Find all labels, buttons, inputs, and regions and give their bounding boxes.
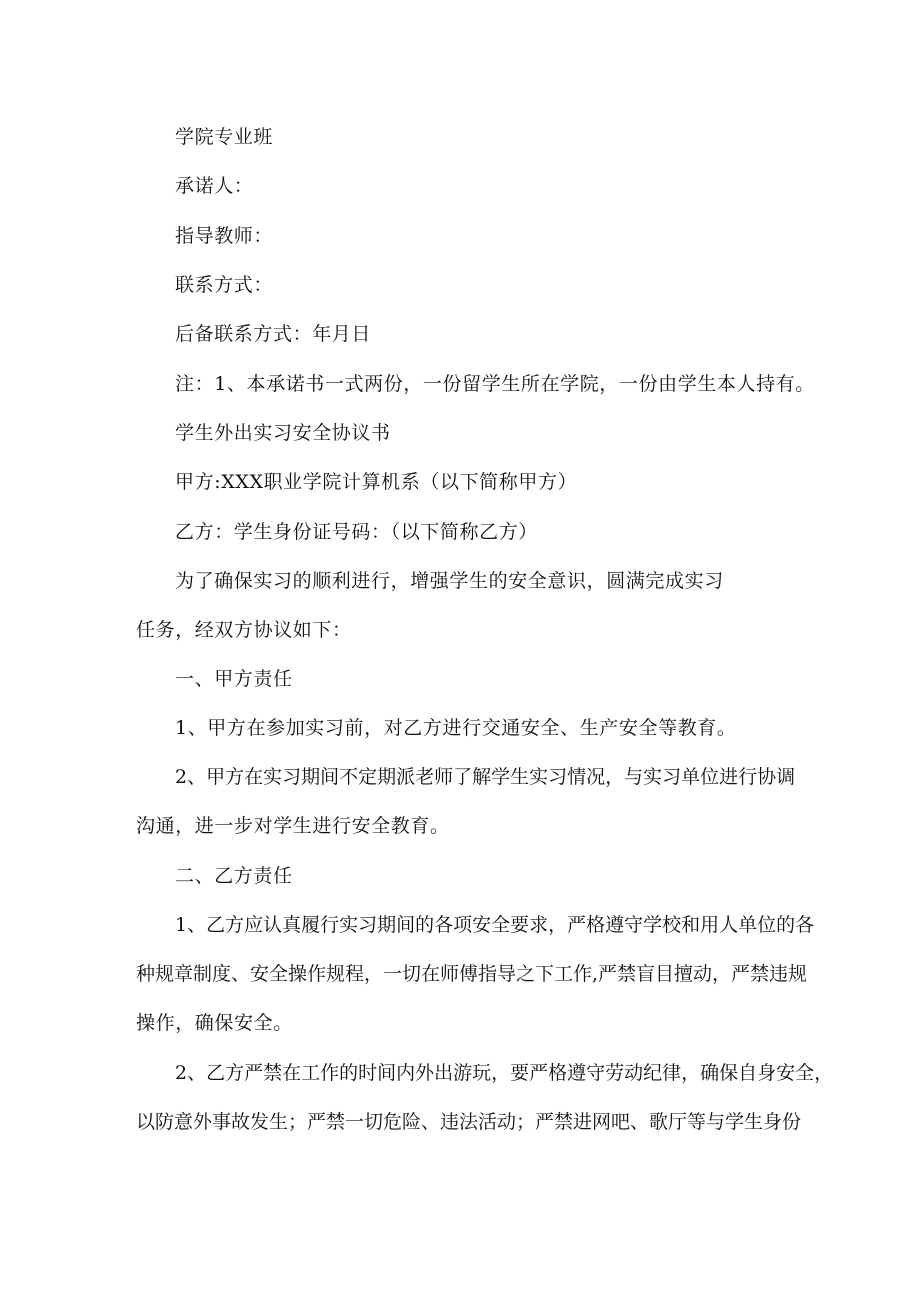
line-b-duty-2-part-1: 2、乙方严禁在工作的时间内外出游玩，要严格遵守劳动纪律，确保自身安全，: [175, 1062, 834, 1084]
line-promisor: 承诺人：: [175, 175, 254, 197]
line-instructor: 指导教师：: [175, 225, 274, 247]
line-note: 注：1、本承诺书一式两份，一份留学生所在学院，一份由学生本人持有。: [175, 373, 815, 395]
line-preamble-2: 任务，经双方协议如下：: [136, 619, 352, 641]
line-contact: 联系方式：: [175, 274, 274, 296]
line-b-duty-1-part-3: 操作，确保安全。: [136, 1012, 293, 1034]
section-heading-party-b: 二、乙方责任: [175, 865, 293, 887]
line-backup-contact-date: 后备联系方式：年月日: [175, 323, 372, 345]
agreement-title: 学生外出实习安全协议书: [175, 422, 391, 444]
line-b-duty-1-part-1: 1、乙方应认真履行实习期间的各项安全要求，严格遵守学校和用人单位的各: [175, 914, 815, 936]
line-party-b: 乙方：学生身份证号码：（以下简称乙方）: [175, 521, 538, 543]
line-college-major-class: 学院专业班: [175, 126, 274, 148]
line-a-duty-2-part-1: 2、甲方在实习期间不定期派老师了解学生实习情况，与实习单位进行协调: [175, 766, 796, 788]
line-party-a: 甲方:XXX职业学院计算机系（以下简称甲方）: [175, 471, 578, 493]
line-preamble-1: 为了确保实习的顺利进行，增强学生的安全意识，圆满完成实习: [175, 570, 724, 592]
section-heading-party-a: 一、甲方责任: [175, 668, 293, 690]
line-a-duty-2-part-2: 沟通，进一步对学生进行安全教育。: [136, 815, 450, 837]
line-a-duty-1: 1、甲方在参加实习前，对乙方进行交通安全、生产安全等教育。: [175, 717, 737, 739]
line-b-duty-1-part-2: 种规章制度、安全操作规程，一切在师傅指导之下工作,严禁盲目擅动，严禁违规: [136, 963, 808, 985]
line-b-duty-2-part-2: 以防意外事故发生；严禁一切危险、违法活动；严禁进网吧、歌厅等与学生身份: [136, 1111, 802, 1133]
